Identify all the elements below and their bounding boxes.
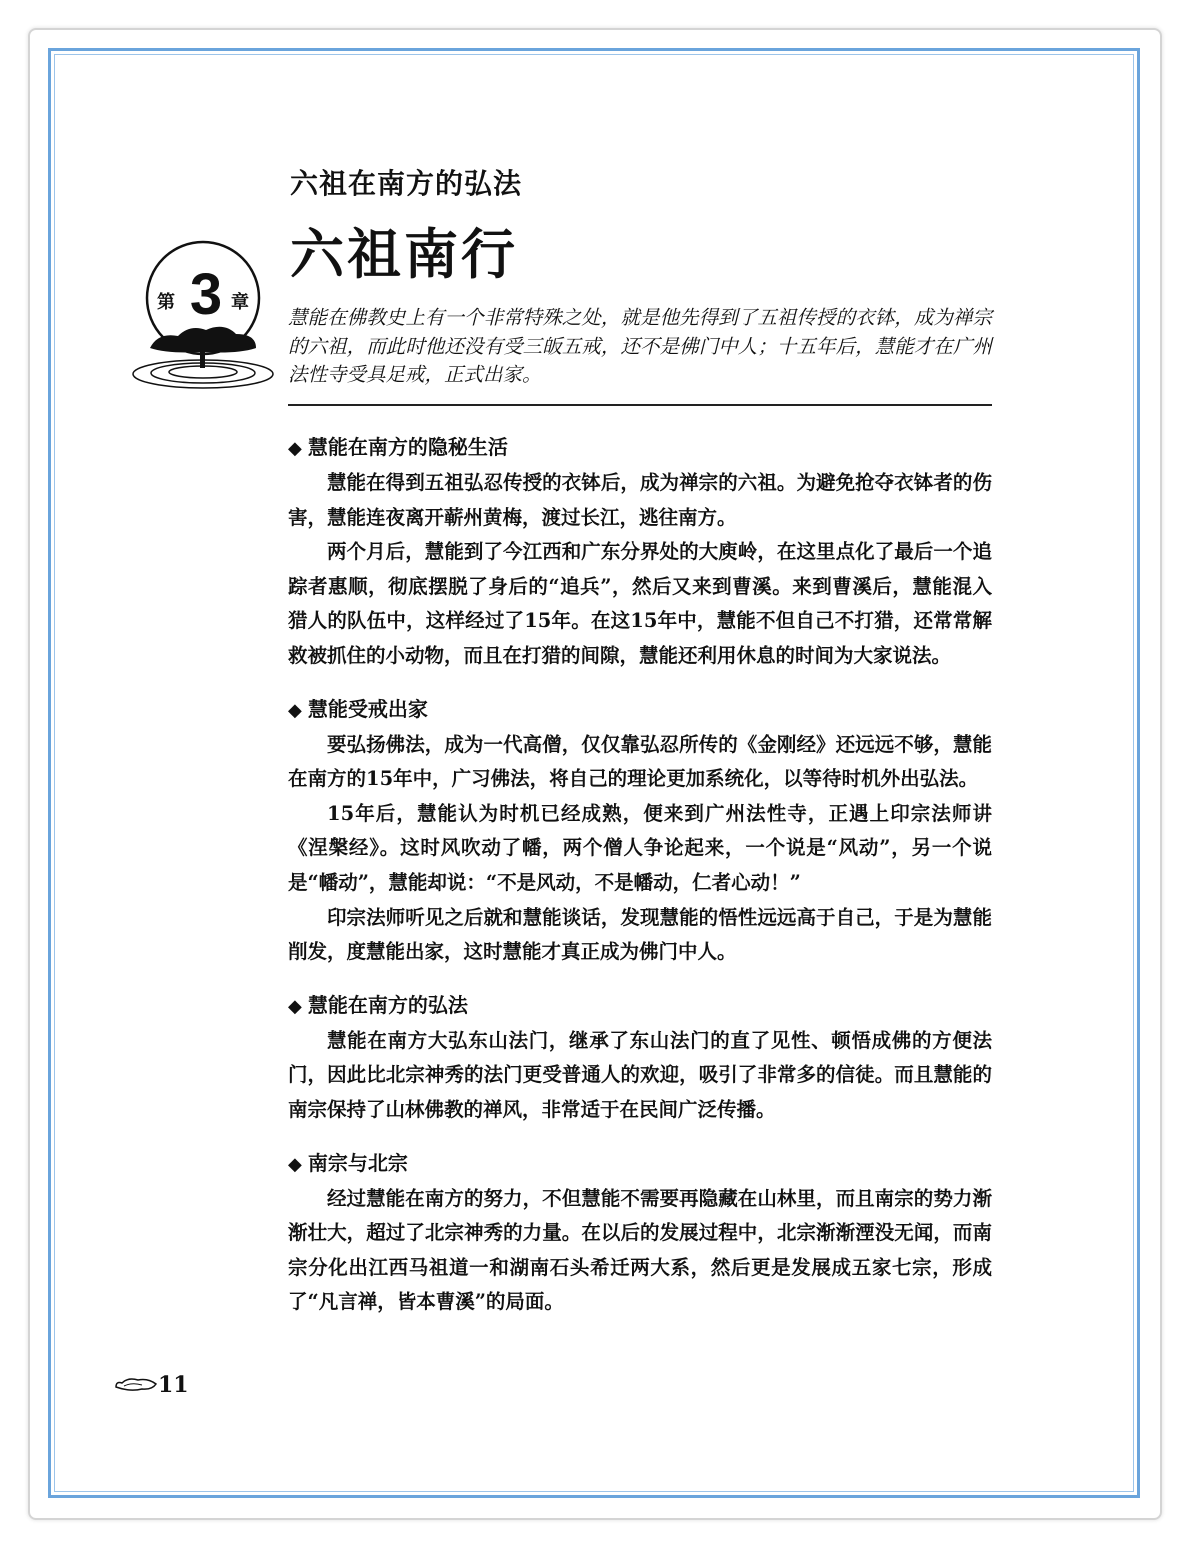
chapter-emblem-icon [128, 236, 278, 396]
section-heading-text: 慧能受戒出家 [307, 696, 428, 721]
diamond-bullet-icon: ◆ [288, 699, 302, 721]
diamond-bullet-icon: ◆ [288, 438, 302, 459]
paragraph: 要弘扬佛法，成为一代高僧，仅仅靠弘忍所传的《金刚经》还远远不够，慧能在南方的15年中，广习佛法，将自己的理论更加系统化，以等待时机外出弘法。 [288, 732, 992, 791]
page-title: 六祖南行 [290, 222, 518, 286]
paragraph: 两个月后，慧能到了今江西和广东分界处的大庾岭，在这里点化了最后一个追踪者惠顺，彻底摆脱了身后的“追兵”，然后又来到曹溪。来到曹溪后，慧能混入猎人的队伍中，这样经过了15年。在这15年中，慧能不但自己不打猎，还常常解救被抓住的小动物，而且在打猎的间隙，慧能还利用休息的时间为大家说法。 [288, 540, 992, 667]
paragraph: 慧能在南方大弘东山法门，继承了东山法门的直了见性、顿悟成佛的方便法门，因此比北宗神秀的法门更受普通人的欢迎，吸引了非常多的信徒。而且慧能的南宗保持了山林佛教的禅风，非常适于在民间广泛传播。 [288, 1028, 992, 1121]
diamond-bullet-icon: ◆ [288, 1153, 302, 1175]
section-heading-text: 慧能在南方的弘法 [307, 992, 468, 1017]
main-content [288, 430, 992, 1320]
chapter-prefix: 第 [157, 292, 175, 313]
section-heading [288, 430, 992, 466]
chapter-intro: 慧能在佛教史上有一个非常特殊之处，就是他先得到了五祖传授的衣钵，成为禅宗的六祖，而此时他还没有受三皈五戒，还不是佛门中人；十五年后，慧能才在广州法性寺受具足戒，正式出家。 [288, 306, 992, 386]
page-footer [112, 1372, 189, 1398]
section-heading [288, 692, 992, 728]
paragraph: 慧能在得到五祖弘忍传授的衣钵后，成为禅宗的六祖。为避免抢夺衣钵者的伤害，慧能连夜离开蕲州黄梅，渡过长江，逃往南方。 [288, 471, 992, 529]
section-heading [288, 988, 992, 1024]
chapter-badge [128, 236, 278, 396]
section-heading-text: 慧能在南方的隐秘生活 [307, 435, 508, 459]
paragraph: 印宗法师听见之后就和慧能谈话，发现慧能的悟性远远高于自己，于是为慧能削发，度慧能出家，这时慧能才真正成为佛门中人。 [288, 905, 992, 964]
chapter-subtitle: 六祖在南方的弘法 [290, 167, 523, 200]
chapter-number: 3 [189, 262, 223, 327]
chapter-suffix: 章 [231, 292, 249, 313]
paragraph: 经过慧能在南方的努力，不但慧能不需要再隐藏在山林里，而且南宗的势力渐渐壮大，超过了北宗神秀的力量。在以后的发展过程中，北宗渐渐湮没无闻，而南宗分化出江西马祖道一和湖南石头希迁两大系，然后更是发展成五家七宗，形成了“凡言禅，皆本曹溪”的局面。 [288, 1186, 992, 1314]
divider [288, 404, 992, 406]
paragraph: 15年后，慧能认为时机已经成熟，便来到广州法性寺，正遇上印宗法师讲《涅槃经》。这时风吹动了幡，两个僧人争论起来，一个说是“风动”，另一个说是“幡动”，慧能却说：“不是风动，不是幡动，仁者心动！” [288, 801, 992, 894]
cloud-ornament-icon [112, 1375, 158, 1395]
section-heading [288, 1146, 992, 1182]
section-heading-text: 南宗与北宗 [307, 1150, 408, 1175]
page-number: 11 [158, 1372, 189, 1398]
diamond-bullet-icon: ◆ [288, 995, 302, 1017]
